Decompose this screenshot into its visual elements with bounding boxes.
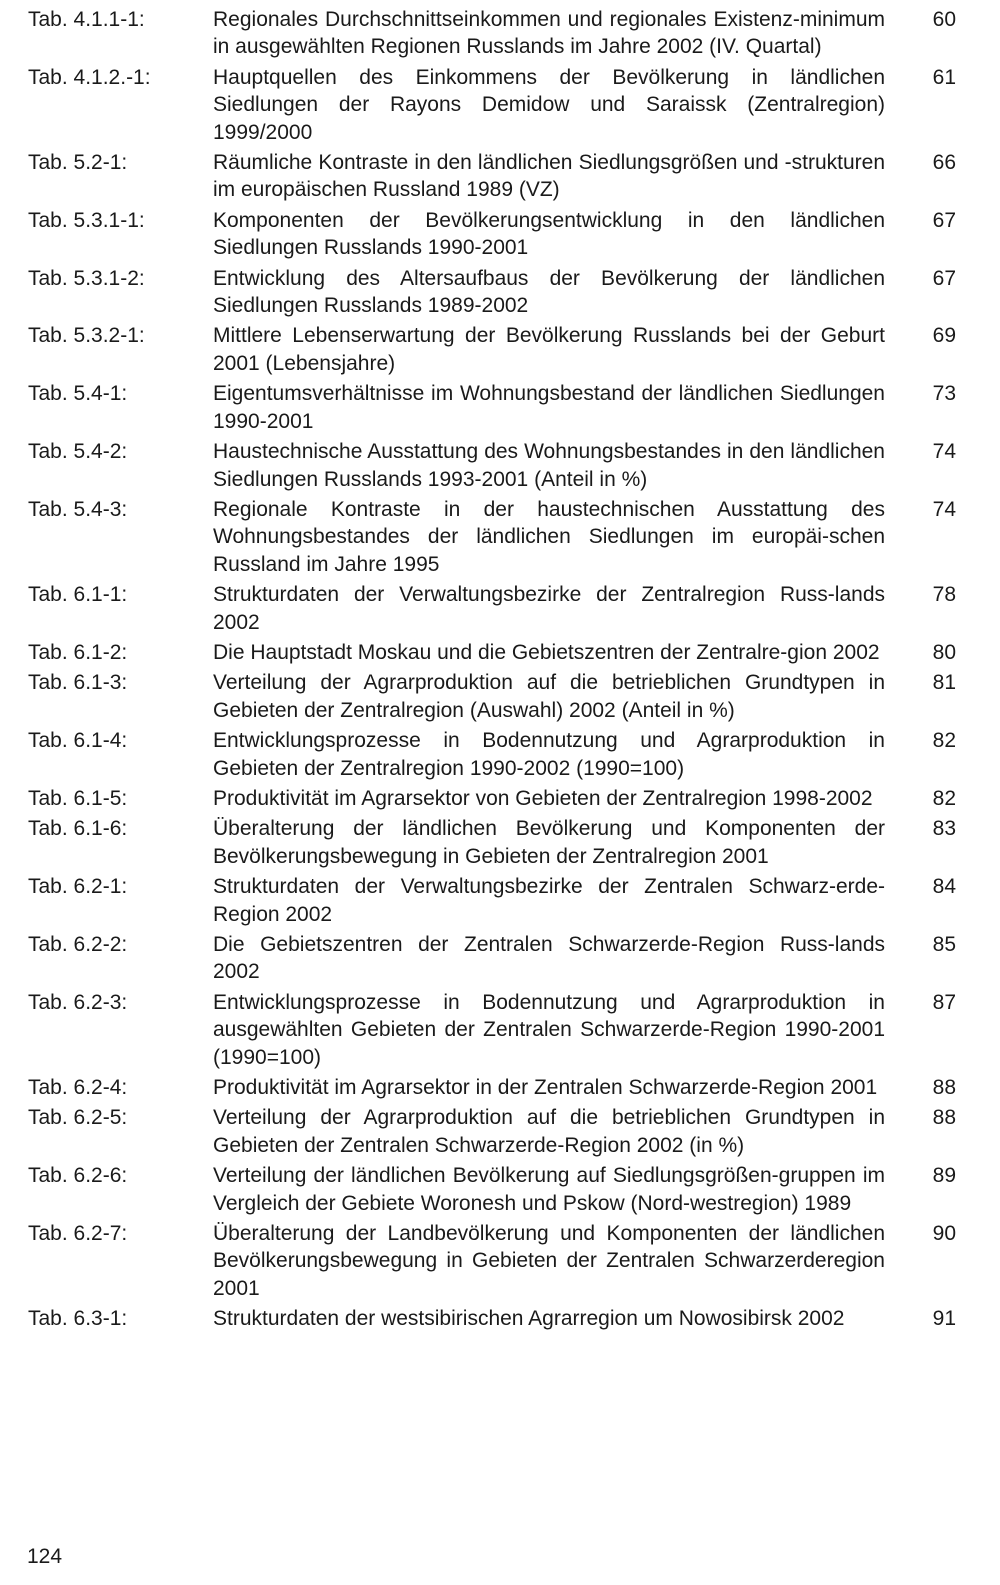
table-number: Tab. 6.2-5: bbox=[28, 1106, 128, 1130]
table-title: Produktivität im Agrarsektor von Gebieten der Zentralregion 1998-2002 bbox=[213, 786, 873, 810]
table-number: Tab. 6.1-3: bbox=[28, 671, 128, 695]
table-number: Tab. 6.2-2: bbox=[28, 933, 128, 956]
page-reference: 69 bbox=[932, 324, 956, 348]
table-title: Produktivität im Agrarsektor in der Zentralen Schwarzerde-Region 2001 bbox=[213, 1076, 878, 1100]
table-title: Die Gebietszentren der Zentralen Schwarzerde-Region Russ-lands 2002 bbox=[213, 933, 885, 984]
toc-entry bbox=[28, 873, 968, 928]
table-number: Tab. 6.2-7: bbox=[28, 1222, 128, 1246]
table-of-contents bbox=[28, 6, 968, 1336]
page-reference: 74 bbox=[932, 440, 956, 464]
page-reference: 89 bbox=[932, 1164, 956, 1188]
toc-entry bbox=[28, 380, 968, 435]
table-number: Tab. 5.4-1: bbox=[28, 382, 128, 406]
table-number: Tab. 6.1-4: bbox=[28, 729, 128, 753]
table-title: Strukturdaten der Verwaltungsbezirke der Zentralregion Russ-lands 2002 bbox=[213, 583, 885, 634]
page-reference: 66 bbox=[932, 151, 956, 175]
page-reference: 87 bbox=[932, 990, 956, 1014]
toc-entry bbox=[28, 496, 968, 578]
table-title: Komponenten der Bevölkerungsentwicklung in den ländlichen Siedlungen Russlands 1990-2001 bbox=[213, 208, 885, 260]
page-reference: 82 bbox=[932, 729, 956, 753]
table-title: Mittlere Lebenserwartung der Bevölkerung Russlands bei der Geburt 2001 (Lebensjahre) bbox=[213, 324, 885, 375]
table-title: Strukturdaten der Verwaltungsbezirke der Zentralen Schwarz-erde-Region 2002 bbox=[213, 875, 885, 926]
page-reference: 80 bbox=[932, 640, 956, 664]
toc-entry bbox=[28, 727, 968, 782]
table-number: Tab. 5.3.1-2: bbox=[28, 266, 145, 290]
table-title: Überalterung der Landbevölkerung und Komponenten der ländlichen Bevölkerungsbewegung in Gebieten der Zentralen Schwarzerderegion 2001 bbox=[213, 1222, 885, 1300]
table-title: Verteilung der Agrarproduktion auf die betrieblichen Grundtypen in Gebieten der Zentralen Schwarzerde-Region 2002 (in %) bbox=[213, 1106, 885, 1157]
table-title: Entwicklungsprozesse in Bodennutzung und Agrarproduktion in ausgewählten Gebieten der Zentralen Schwarzerde-Region 1990-2001 (1990=100) bbox=[213, 990, 885, 1069]
toc-entry bbox=[28, 639, 968, 666]
page-reference: 78 bbox=[932, 583, 956, 607]
table-number: Tab. 4.1.2.-1: bbox=[28, 65, 151, 89]
table-number: Tab. 5.3.2-1: bbox=[28, 324, 145, 348]
table-title: Überalterung der ländlichen Bevölkerung und Komponenten der Bevölkerungsbewegung in Gebieten der Zentralregion 2001 bbox=[213, 817, 885, 868]
table-number: Tab. 5.4-2: bbox=[28, 440, 128, 464]
toc-entry bbox=[28, 64, 968, 146]
table-number: Tab. 5.4-3: bbox=[28, 497, 128, 521]
toc-entry bbox=[28, 6, 968, 61]
table-number: Tab. 6.1-2: bbox=[28, 640, 128, 664]
page-reference: 82 bbox=[932, 786, 956, 810]
table-number: Tab. 6.1-6: bbox=[28, 817, 128, 841]
page-number: 124 bbox=[27, 1545, 63, 1568]
page-reference: 73 bbox=[932, 382, 956, 406]
toc-entry bbox=[28, 1162, 968, 1217]
page-reference: 90 bbox=[932, 1222, 956, 1246]
table-title: Eigentumsverhältnisse im Wohnungsbestand der ländlichen Siedlungen 1990-2001 bbox=[213, 382, 885, 433]
toc-entry bbox=[28, 581, 968, 636]
table-title: Regionale Kontraste in der haustechnischen Ausstattung des Wohnungsbestandes der ländlichen Siedlungen im europäi-schen Russland im Jahre 1995 bbox=[213, 497, 885, 576]
table-number: Tab. 6.2-1: bbox=[28, 875, 128, 899]
toc-entry bbox=[28, 669, 968, 724]
table-title: Regionales Durchschnittseinkommen und regionales Existenz-minimum in ausgewählten Regionen Russlands im Jahre 2002 (IV. Quartal) bbox=[213, 8, 885, 59]
table-title: Räumliche Kontraste in den ländlichen Siedlungsgrößen und -strukturen im europäischen Russland 1989 (VZ) bbox=[213, 151, 885, 202]
toc-entry bbox=[28, 815, 968, 870]
page-reference: 81 bbox=[932, 671, 956, 695]
toc-entry bbox=[28, 1104, 968, 1159]
toc-entry bbox=[28, 785, 968, 812]
table-number: Tab. 5.3.1-1: bbox=[28, 208, 145, 232]
table-title: Entwicklung des Altersaufbaus der Bevölkerung der ländlichen Siedlungen Russlands 1989-2002 bbox=[213, 266, 885, 318]
table-number: Tab. 5.2-1: bbox=[28, 151, 128, 175]
page-reference: 88 bbox=[932, 1106, 956, 1130]
page-reference: 84 bbox=[932, 875, 956, 899]
toc-entry bbox=[28, 149, 968, 204]
table-title: Entwicklungsprozesse in Bodennutzung und Agrarproduktion in Gebieten der Zentralregion 1990-2002 (1990=100) bbox=[213, 729, 885, 780]
table-title: Die Hauptstadt Moskau und die Gebietszentren der Zentralre-gion 2002 bbox=[213, 640, 880, 664]
page-reference: 60 bbox=[932, 8, 956, 31]
table-number: Tab. 6.1-1: bbox=[28, 583, 128, 607]
table-title: Hauptquellen des Einkommens der Bevölkerung in ländlichen Siedlungen der Rayons Demidow und Saraissk (Zentralregion) 1999/2000 bbox=[213, 65, 885, 144]
toc-entry bbox=[28, 1305, 968, 1332]
table-number: Tab. 4.1.1-1: bbox=[28, 8, 145, 31]
toc-entry bbox=[28, 931, 968, 986]
page-reference: 91 bbox=[932, 1307, 956, 1331]
toc-entry bbox=[28, 265, 968, 320]
table-title: Verteilung der ländlichen Bevölkerung auf Siedlungsgrößen-gruppen im Vergleich der Gebiete Woronesh und Pskow (Nord-westregion) 1989 bbox=[213, 1164, 885, 1215]
toc-entry bbox=[28, 989, 968, 1071]
page-reference: 88 bbox=[932, 1076, 956, 1100]
page-reference: 83 bbox=[932, 817, 956, 841]
table-number: Tab. 6.2-4: bbox=[28, 1076, 128, 1100]
page-reference: 74 bbox=[932, 497, 956, 521]
page-reference: 61 bbox=[932, 65, 956, 89]
table-number: Tab. 6.1-5: bbox=[28, 786, 128, 810]
table-number: Tab. 6.2-3: bbox=[28, 990, 128, 1014]
table-number: Tab. 6.2-6: bbox=[28, 1164, 128, 1188]
table-title: Verteilung der Agrarproduktion auf die betrieblichen Grundtypen in Gebieten der Zentralregion (Auswahl) 2002 (Anteil in %) bbox=[213, 671, 885, 722]
toc-entry bbox=[28, 1220, 968, 1302]
toc-entry bbox=[28, 207, 968, 262]
table-title: Haustechnische Ausstattung des Wohnungsbestandes in den ländlichen Siedlungen Russlands 1993-2001 (Anteil in %) bbox=[213, 440, 885, 491]
toc-entry bbox=[28, 438, 968, 493]
page-reference: 67 bbox=[932, 208, 956, 232]
toc-entry bbox=[28, 1074, 968, 1101]
table-number: Tab. 6.3-1: bbox=[28, 1307, 128, 1331]
table-title: Strukturdaten der westsibirischen Agrarregion um Nowosibirsk 2002 bbox=[213, 1307, 845, 1331]
page-reference: 67 bbox=[932, 266, 956, 290]
page-reference: 85 bbox=[932, 933, 956, 956]
toc-entry bbox=[28, 322, 968, 377]
